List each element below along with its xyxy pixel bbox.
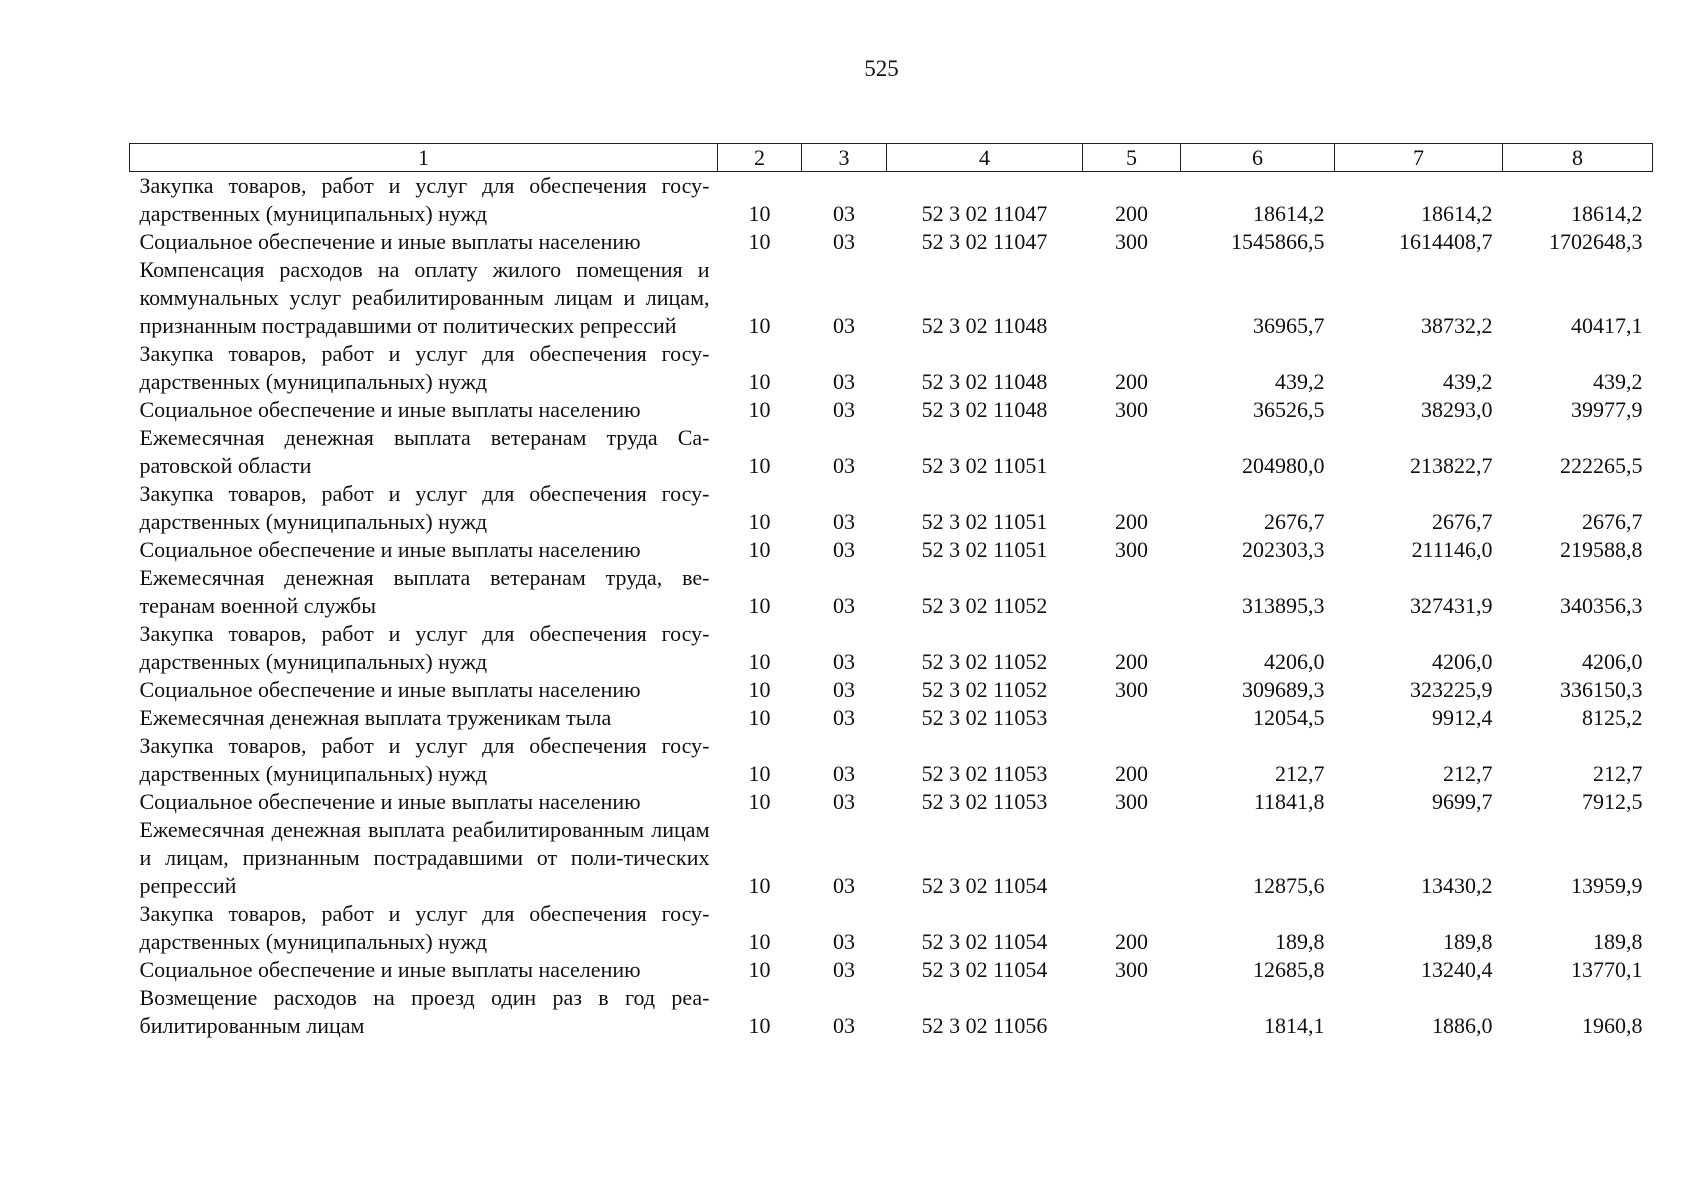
row-section: 10 <box>748 537 771 562</box>
row-target-code: 52 3 02 11048 <box>921 397 1048 422</box>
row-target-code: 52 3 02 11047 <box>921 201 1048 226</box>
row-description: Ежемесячная денежная выплата ветеранам труда Са-ратовской области <box>139 425 710 478</box>
row-target-code: 52 3 02 11054 <box>921 873 1048 898</box>
row-subsection: 03 <box>833 593 855 618</box>
table-row <box>130 340 1653 396</box>
table-row <box>130 732 1653 788</box>
row-section: 10 <box>748 705 771 730</box>
header-col-8: 8 <box>1503 144 1653 172</box>
row-expense-type: 300 <box>1115 537 1148 562</box>
row-amount-year-3: 40417,1 <box>1571 313 1643 338</box>
row-expense-type: 200 <box>1115 509 1148 534</box>
row-expense-type: 300 <box>1115 229 1148 254</box>
row-section: 10 <box>748 313 771 338</box>
row-description: Закупка товаров, работ и услуг для обеспечения госу-дарственных (муниципальных) нужд <box>139 733 710 786</box>
row-section: 10 <box>748 677 771 702</box>
table-body <box>130 172 1653 1041</box>
row-amount-year-1: 439,2 <box>1275 369 1325 394</box>
budget-table <box>129 143 1653 1040</box>
row-subsection: 03 <box>833 929 855 954</box>
row-description: Компенсация расходов на оплату жилого помещения и коммунальных услуг реабилитированным лицам и лицам, признанным пострадавшими от политических репрессий <box>139 257 710 338</box>
row-expense-type: 200 <box>1115 201 1148 226</box>
row-target-code: 52 3 02 11053 <box>921 789 1048 814</box>
row-expense-type: 300 <box>1115 397 1148 422</box>
row-description: Ежемесячная денежная выплата ветеранам труда, ве-теранам военной службы <box>139 565 710 618</box>
row-expense-type: 200 <box>1115 369 1148 394</box>
table-row <box>130 256 1653 340</box>
row-section: 10 <box>748 453 771 478</box>
row-target-code: 52 3 02 11052 <box>921 593 1048 618</box>
row-subsection: 03 <box>833 1013 855 1038</box>
row-section: 10 <box>748 649 771 674</box>
row-amount-year-1: 12685,8 <box>1253 957 1325 982</box>
row-amount-year-3: 7912,5 <box>1582 789 1643 814</box>
row-target-code: 52 3 02 11053 <box>921 705 1048 730</box>
table-row <box>130 676 1653 704</box>
row-amount-year-3: 39977,9 <box>1571 397 1643 422</box>
table-row <box>130 396 1653 424</box>
row-description: Социальное обеспечение и иные выплаты населению <box>139 789 641 814</box>
row-amount-year-1: 12875,6 <box>1253 873 1325 898</box>
row-amount-year-3: 1702648,3 <box>1549 229 1643 254</box>
row-expense-type: 200 <box>1115 929 1148 954</box>
row-expense-type: 300 <box>1115 677 1148 702</box>
row-amount-year-3: 212,7 <box>1593 761 1643 786</box>
table-row <box>130 984 1653 1040</box>
row-section: 10 <box>748 1013 771 1038</box>
row-target-code: 52 3 02 11048 <box>921 369 1048 394</box>
row-description: Социальное обеспечение и иные выплаты населению <box>139 229 641 254</box>
row-description: Закупка товаров, работ и услуг для обеспечения госу-дарственных (муниципальных) нужд <box>139 901 710 954</box>
row-subsection: 03 <box>833 453 855 478</box>
row-amount-year-3: 222265,5 <box>1560 453 1643 478</box>
table-row <box>130 536 1653 564</box>
row-target-code: 52 3 02 11054 <box>921 957 1048 982</box>
row-amount-year-1: 4206,0 <box>1264 649 1325 674</box>
row-subsection: 03 <box>833 313 855 338</box>
row-amount-year-1: 12054,5 <box>1253 705 1325 730</box>
row-amount-year-1: 309689,3 <box>1242 677 1325 702</box>
row-section: 10 <box>748 229 771 254</box>
row-amount-year-2: 327431,9 <box>1410 593 1493 618</box>
row-amount-year-2: 2676,7 <box>1432 509 1493 534</box>
row-section: 10 <box>748 201 771 226</box>
row-target-code: 52 3 02 11047 <box>921 229 1048 254</box>
row-description: Социальное обеспечение и иные выплаты населению <box>139 677 641 702</box>
table-row <box>130 172 1653 229</box>
row-description: Возмещение расходов на проезд один раз в год реа-билитированным лицам <box>139 985 710 1038</box>
row-amount-year-2: 18614,2 <box>1421 201 1493 226</box>
row-expense-type <box>1083 704 1181 732</box>
row-description: Закупка товаров, работ и услуг для обеспечения госу-дарственных (муниципальных) нужд <box>139 173 710 226</box>
row-subsection: 03 <box>833 369 855 394</box>
row-expense-type: 200 <box>1115 761 1148 786</box>
row-expense-type: 300 <box>1115 957 1148 982</box>
row-amount-year-2: 38732,2 <box>1421 313 1493 338</box>
row-amount-year-1: 18614,2 <box>1253 201 1325 226</box>
table-header <box>130 144 1653 172</box>
row-description: Социальное обеспечение и иные выплаты населению <box>139 537 641 562</box>
row-amount-year-2: 13240,4 <box>1421 957 1493 982</box>
row-amount-year-1: 313895,3 <box>1242 593 1325 618</box>
row-subsection: 03 <box>833 677 855 702</box>
row-amount-year-1: 202303,3 <box>1242 537 1325 562</box>
table-row <box>130 480 1653 536</box>
table-row <box>130 704 1653 732</box>
row-amount-year-3: 4206,0 <box>1582 649 1643 674</box>
row-target-code: 52 3 02 11054 <box>921 929 1048 954</box>
row-amount-year-3: 1960,8 <box>1582 1013 1643 1038</box>
row-section: 10 <box>748 593 771 618</box>
row-description: Закупка товаров, работ и услуг для обеспечения госу-дарственных (муниципальных) нужд <box>139 341 710 394</box>
row-section: 10 <box>748 873 771 898</box>
header-col-4: 4 <box>887 144 1083 172</box>
row-amount-year-1: 212,7 <box>1275 761 1325 786</box>
row-amount-year-2: 213822,7 <box>1410 453 1493 478</box>
row-amount-year-2: 9699,7 <box>1432 789 1493 814</box>
row-expense-type: 300 <box>1115 789 1148 814</box>
table-row <box>130 620 1653 676</box>
row-amount-year-1: 36965,7 <box>1253 313 1325 338</box>
table-row <box>130 900 1653 956</box>
row-description: Закупка товаров, работ и услуг для обеспечения госу-дарственных (муниципальных) нужд <box>139 481 710 534</box>
row-amount-year-3: 2676,7 <box>1582 509 1643 534</box>
row-target-code: 52 3 02 11051 <box>921 537 1048 562</box>
row-section: 10 <box>748 957 771 982</box>
row-amount-year-2: 4206,0 <box>1432 649 1493 674</box>
row-amount-year-3: 13770,1 <box>1571 957 1643 982</box>
row-amount-year-2: 9912,4 <box>1432 705 1493 730</box>
table-row <box>130 564 1653 620</box>
row-amount-year-3: 189,8 <box>1593 929 1643 954</box>
row-amount-year-2: 1886,0 <box>1432 1013 1493 1038</box>
row-target-code: 52 3 02 11051 <box>921 509 1048 534</box>
header-col-6: 6 <box>1181 144 1335 172</box>
row-section: 10 <box>748 509 771 534</box>
row-target-code: 52 3 02 11048 <box>921 313 1048 338</box>
row-section: 10 <box>748 369 771 394</box>
row-subsection: 03 <box>833 873 855 898</box>
header-col-2: 2 <box>718 144 802 172</box>
row-amount-year-3: 340356,3 <box>1560 593 1643 618</box>
row-target-code: 52 3 02 11051 <box>921 453 1048 478</box>
row-section: 10 <box>748 761 771 786</box>
row-section: 10 <box>748 397 771 422</box>
row-section: 10 <box>748 929 771 954</box>
row-section: 10 <box>748 789 771 814</box>
row-amount-year-2: 13430,2 <box>1421 873 1493 898</box>
row-amount-year-1: 11841,8 <box>1253 789 1325 814</box>
table-row <box>130 788 1653 816</box>
row-amount-year-3: 18614,2 <box>1571 201 1643 226</box>
row-amount-year-2: 212,7 <box>1443 761 1493 786</box>
row-target-code: 52 3 02 11052 <box>921 649 1048 674</box>
header-col-1: 1 <box>130 144 718 172</box>
row-amount-year-2: 323225,9 <box>1410 677 1493 702</box>
row-subsection: 03 <box>833 761 855 786</box>
row-subsection: 03 <box>833 957 855 982</box>
row-amount-year-3: 13959,9 <box>1571 873 1643 898</box>
row-target-code: 52 3 02 11052 <box>921 677 1048 702</box>
row-subsection: 03 <box>833 537 855 562</box>
row-subsection: 03 <box>833 397 855 422</box>
row-amount-year-1: 1545866,5 <box>1231 229 1325 254</box>
row-amount-year-1: 2676,7 <box>1264 509 1325 534</box>
row-target-code: 52 3 02 11056 <box>921 1013 1048 1038</box>
row-description: Ежемесячная денежная выплата реабилитированным лицам и лицам, признанным пострадавшими от поли-тических репрессий <box>139 817 710 898</box>
row-amount-year-1: 36526,5 <box>1253 397 1325 422</box>
row-amount-year-2: 38293,0 <box>1421 397 1493 422</box>
row-amount-year-1: 1814,1 <box>1264 1013 1325 1038</box>
row-amount-year-2: 439,2 <box>1443 369 1493 394</box>
row-amount-year-3: 439,2 <box>1593 369 1643 394</box>
row-amount-year-2: 1614408,7 <box>1399 229 1493 254</box>
table-row <box>130 424 1653 480</box>
row-description: Закупка товаров, работ и услуг для обеспечения госу-дарственных (муниципальных) нужд <box>139 621 710 674</box>
row-amount-year-2: 211146,0 <box>1411 537 1493 562</box>
table-row <box>130 816 1653 900</box>
row-description: Социальное обеспечение и иные выплаты населению <box>139 957 641 982</box>
row-expense-type <box>1083 256 1181 340</box>
row-description: Ежемесячная денежная выплата труженикам тыла <box>139 705 612 730</box>
row-subsection: 03 <box>833 649 855 674</box>
row-amount-year-3: 336150,3 <box>1560 677 1643 702</box>
row-subsection: 03 <box>833 201 855 226</box>
row-expense-type: 200 <box>1115 649 1148 674</box>
table-row <box>130 228 1653 256</box>
row-target-code: 52 3 02 11053 <box>921 761 1048 786</box>
row-amount-year-1: 189,8 <box>1275 929 1325 954</box>
row-expense-type <box>1083 564 1181 620</box>
header-col-7: 7 <box>1335 144 1503 172</box>
row-amount-year-3: 219588,8 <box>1560 537 1643 562</box>
row-subsection: 03 <box>833 789 855 814</box>
row-amount-year-3: 8125,2 <box>1582 705 1643 730</box>
row-expense-type <box>1083 816 1181 900</box>
table-row <box>130 956 1653 984</box>
row-subsection: 03 <box>833 509 855 534</box>
row-amount-year-2: 189,8 <box>1443 929 1493 954</box>
row-expense-type <box>1083 984 1181 1040</box>
row-description: Социальное обеспечение и иные выплаты населению <box>139 397 641 422</box>
page-number: 525 <box>864 56 899 81</box>
row-expense-type <box>1083 424 1181 480</box>
row-subsection: 03 <box>833 229 855 254</box>
row-subsection: 03 <box>833 705 855 730</box>
row-amount-year-1: 204980,0 <box>1242 453 1325 478</box>
header-col-3: 3 <box>802 144 887 172</box>
header-col-5: 5 <box>1083 144 1181 172</box>
